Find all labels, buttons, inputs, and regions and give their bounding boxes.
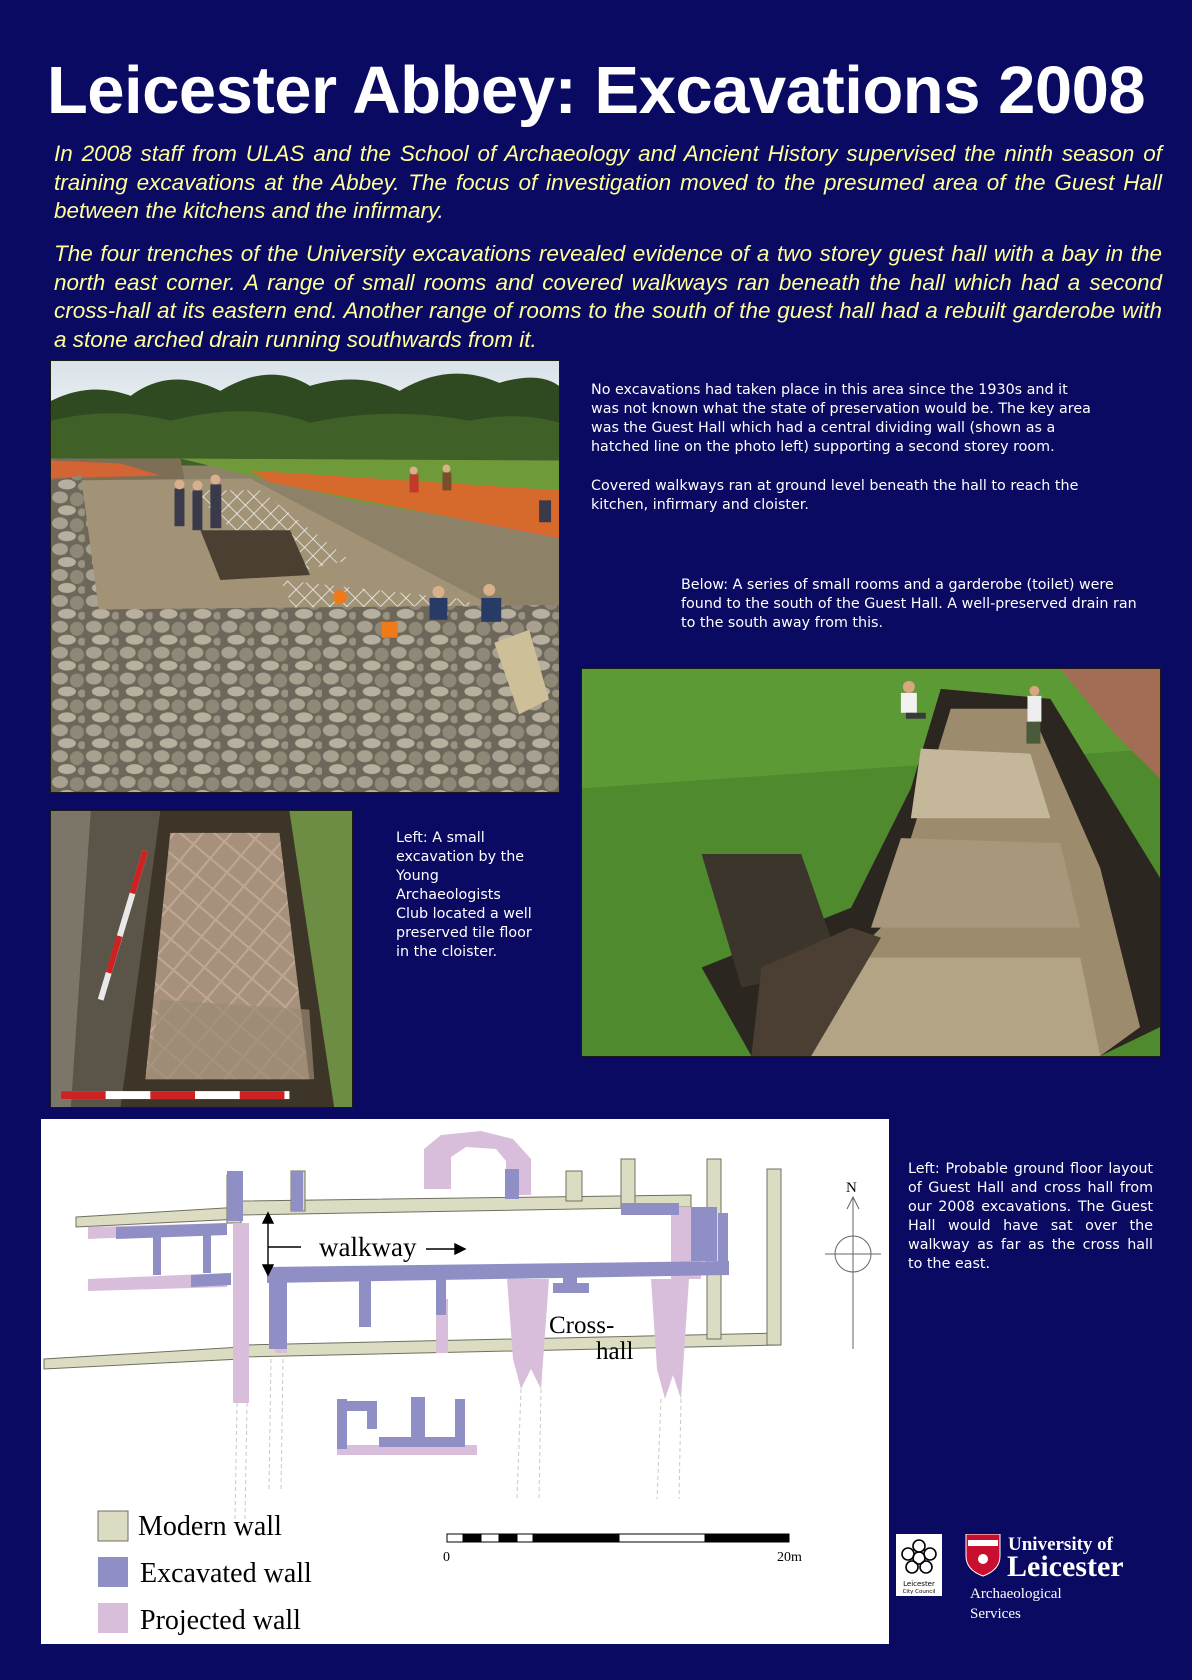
legend-swatch-projected (98, 1603, 128, 1633)
page-title: Leicester Abbey: Excavations 2008 (46, 53, 1146, 128)
university-of-label: University of (1008, 1534, 1114, 1555)
legend-swatch-modern (98, 1511, 128, 1541)
legend (98, 1511, 312, 1636)
intro-paragraph-2: The four trenches of the University excavations revealed evidence of a two storey guest hall with a bay in the north east corner. A range of small rooms and covered walkways ran beneath the hall which had a second cross-hall at its eastern end. Another range of rooms to the south of the guest hall had a rebuilt garderobe with a stone arched drain running southwards from it. (54, 241, 1162, 352)
scale-bar (447, 1534, 789, 1542)
caption-small-rooms: Below: A series of small rooms and a garderobe (toilet) were found to the south of the Guest Hall. A well-preserved drain ran to the south away from this. (681, 577, 1137, 631)
leicester-label: Leicester (1007, 1550, 1124, 1583)
photo-tile-floor (50, 810, 353, 1108)
scale-end: 20m (777, 1550, 802, 1565)
city-council-label-1: Leicester (903, 1580, 935, 1588)
services-label-1: Archaeological (970, 1586, 1062, 1602)
services-label-2: Services (970, 1606, 1021, 1622)
ground-floor-plan (41, 1119, 889, 1644)
intro-paragraph-1: In 2008 staff from ULAS and the School of Archaeology and Ancient History supervised the ninth season of training excavations at the Abbey. The focus of investigation moved to the presumed area of the Guest Hall between the kitchens and the infirmary. (54, 141, 1162, 223)
north-arrow-icon (825, 1197, 881, 1349)
north-label: N (846, 1180, 857, 1196)
university-logo (966, 1534, 1124, 1622)
photo-guest-hall-trench (50, 360, 560, 793)
caption-guest-hall-1: No excavations had taken place in this area since the 1930s and it was not known what the state of preservation would be. The key area was the Guest Hall which had a central dividing wall (shown as a hatched line on the photo left) supporting a second storey room. (591, 382, 1091, 455)
legend-label-excavated: Excavated wall (140, 1558, 312, 1589)
city-council-label-2: City Council (902, 1589, 936, 1595)
caption-plan: Left: Probable ground floor layout of Guest Hall and cross hall from our 2008 excavations. The Guest Hall would have sat over the walkway as far as the cross hall to the east. (908, 1161, 1153, 1272)
scale-start: 0 (443, 1550, 450, 1565)
legend-label-projected: Projected wall (140, 1605, 301, 1636)
legend-label-modern: Modern wall (138, 1511, 282, 1542)
photo-small-rooms-garderobe (581, 668, 1161, 1057)
caption-tile-floor: Left: A small excavation by the Young Archaeologists Club located a well preserved tile floor in the cloister. (396, 830, 532, 960)
caption-guest-hall-2: Covered walkways ran at ground level beneath the hall to reach the kitchen, infirmary and cloister. (591, 478, 1079, 513)
crosshall-label-1: Cross- (549, 1312, 615, 1339)
crosshall-label-2: hall (596, 1338, 634, 1365)
walkway-label: walkway (319, 1232, 417, 1262)
legend-swatch-excavated (98, 1557, 128, 1587)
city-council-logo (896, 1534, 942, 1596)
logos (896, 1534, 1166, 1626)
